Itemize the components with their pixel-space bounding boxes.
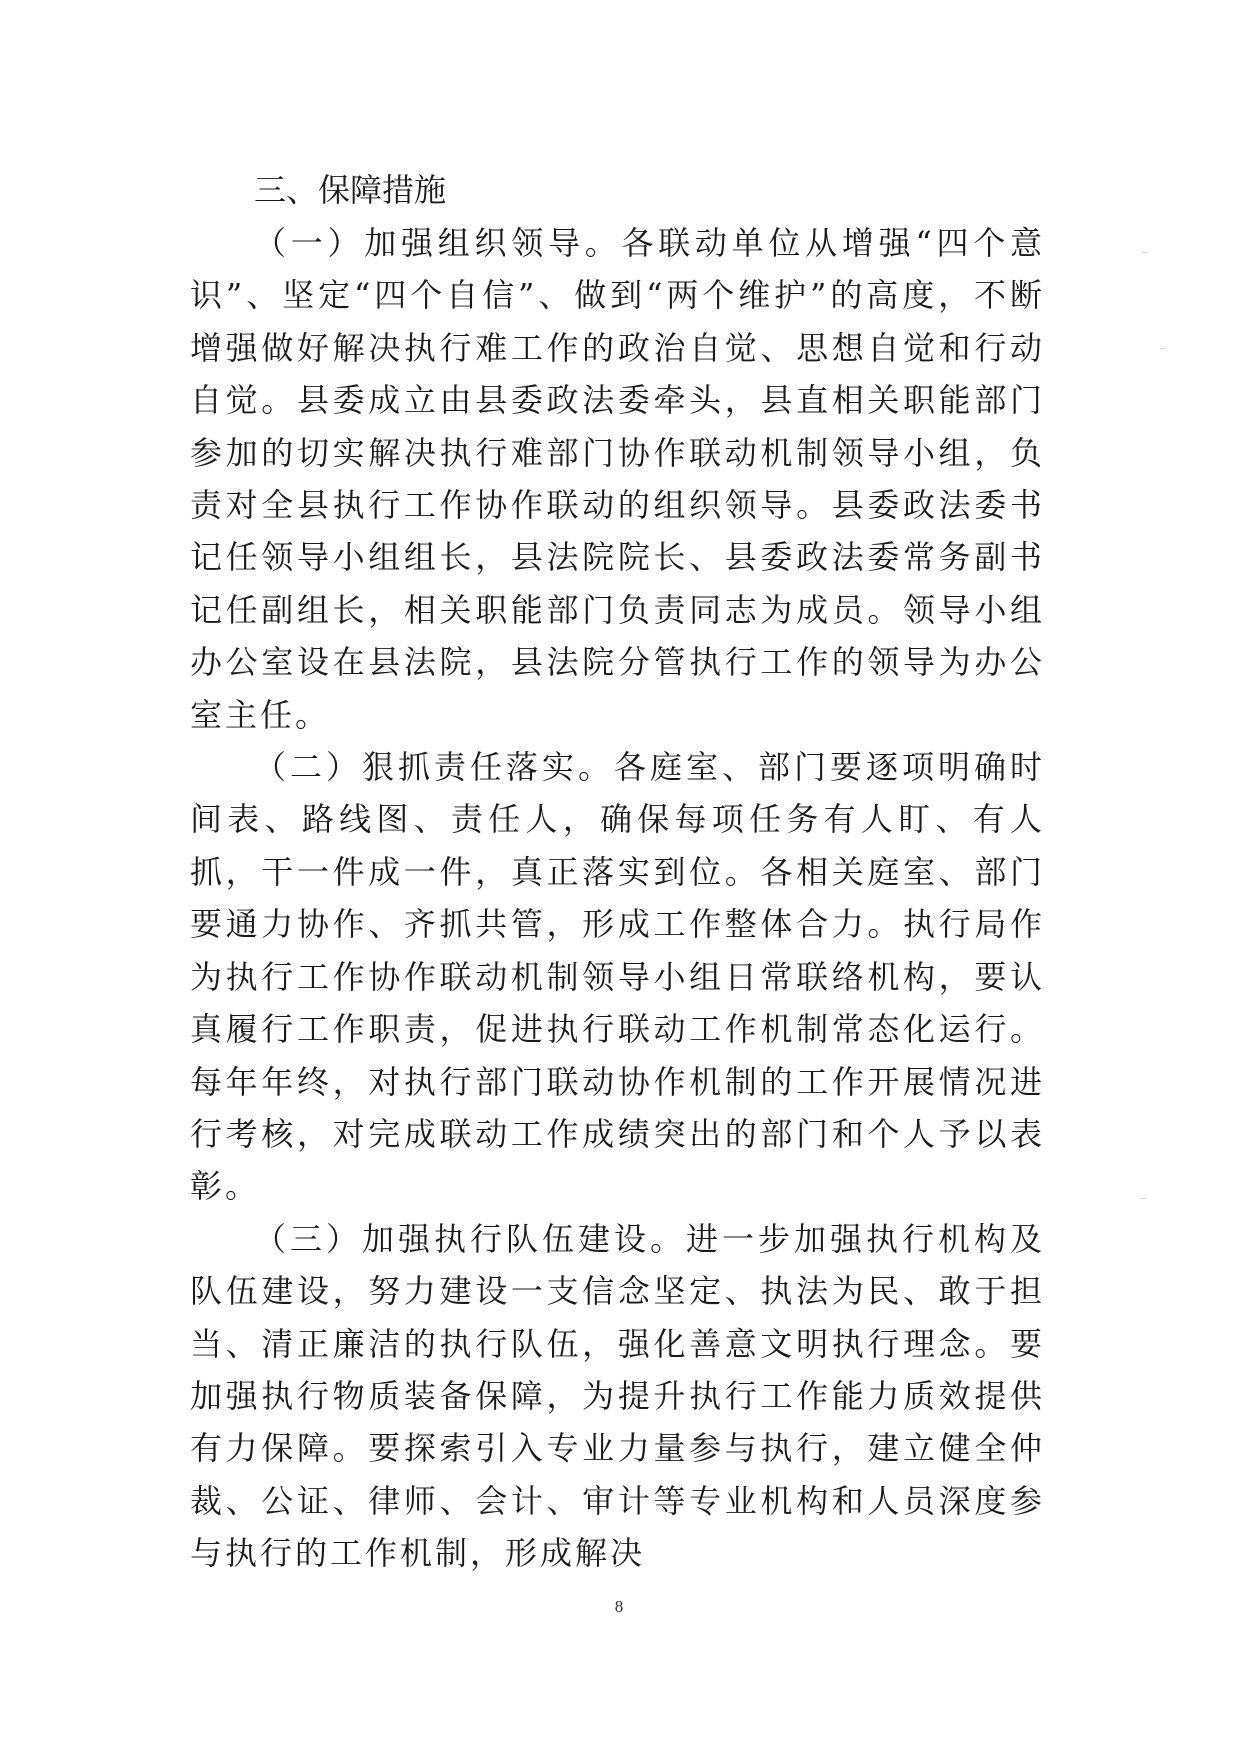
- scan-artifact-mark: [1160, 348, 1166, 349]
- scan-artifact-mark: [1142, 252, 1148, 253]
- page-number: 8: [614, 1597, 624, 1616]
- document-body: [190, 163, 1045, 1580]
- paragraph-responsibility-implementation: （二）狠抓责任落实。各庭室、部门要逐项明确时间表、路线图、责任人，确保每项任务有人盯、有人抓，干一件成一件，真正落实到位。各相关庭室、部门要通力协作、齐抓共管，形成工作整体合力。执行局作为执行工作协作联动机制领导小组日常联络机构，要认真履行工作职责，促进执行联动工作机制常态化运行。每年年终，对执行部门联动协作机制的工作开展情况进行考核，对完成联动工作成绩突出的部门和个人予以表彰。: [190, 748, 1045, 1206]
- paragraph-organization-leadership: （一）加强组织领导。各联动单位从增强“四个意识”、坚定“四个自信”、做到“两个维护”的高度，不断增强做好解决执行难工作的政治自觉、思想自觉和行动自觉。县委成立由县委政法委牵头，县直相关职能部门参加的切实解决执行难部门协作联动机制领导小组，负责对全县执行工作协作联动的组织领导。县委政法委书记任领导小组组长，县法院院长、县委政法委常务副书记任副组长，相关职能部门负责同志为成员。领导小组办公室设在县法院，县法院分管执行工作的领导为办公室主任。: [190, 224, 1045, 734]
- section-heading: 三、保障措施: [254, 171, 447, 209]
- paragraph-team-building: （三）加强执行队伍建设。进一步加强执行机构及队伍建设，努力建设一支信念坚定、执法为民、敢于担当、清正廉洁的执行队伍，强化善意文明执行理念。要加强执行物质装备保障，为提升执行工作能力质效提供有力保障。要探索引入专业力量参与执行，建立健全仲裁、公证、律师、会计、审计等专业机构和人员深度参与执行的工作机制，形成解决: [190, 1219, 1045, 1573]
- scan-artifact-mark: [1140, 1198, 1146, 1199]
